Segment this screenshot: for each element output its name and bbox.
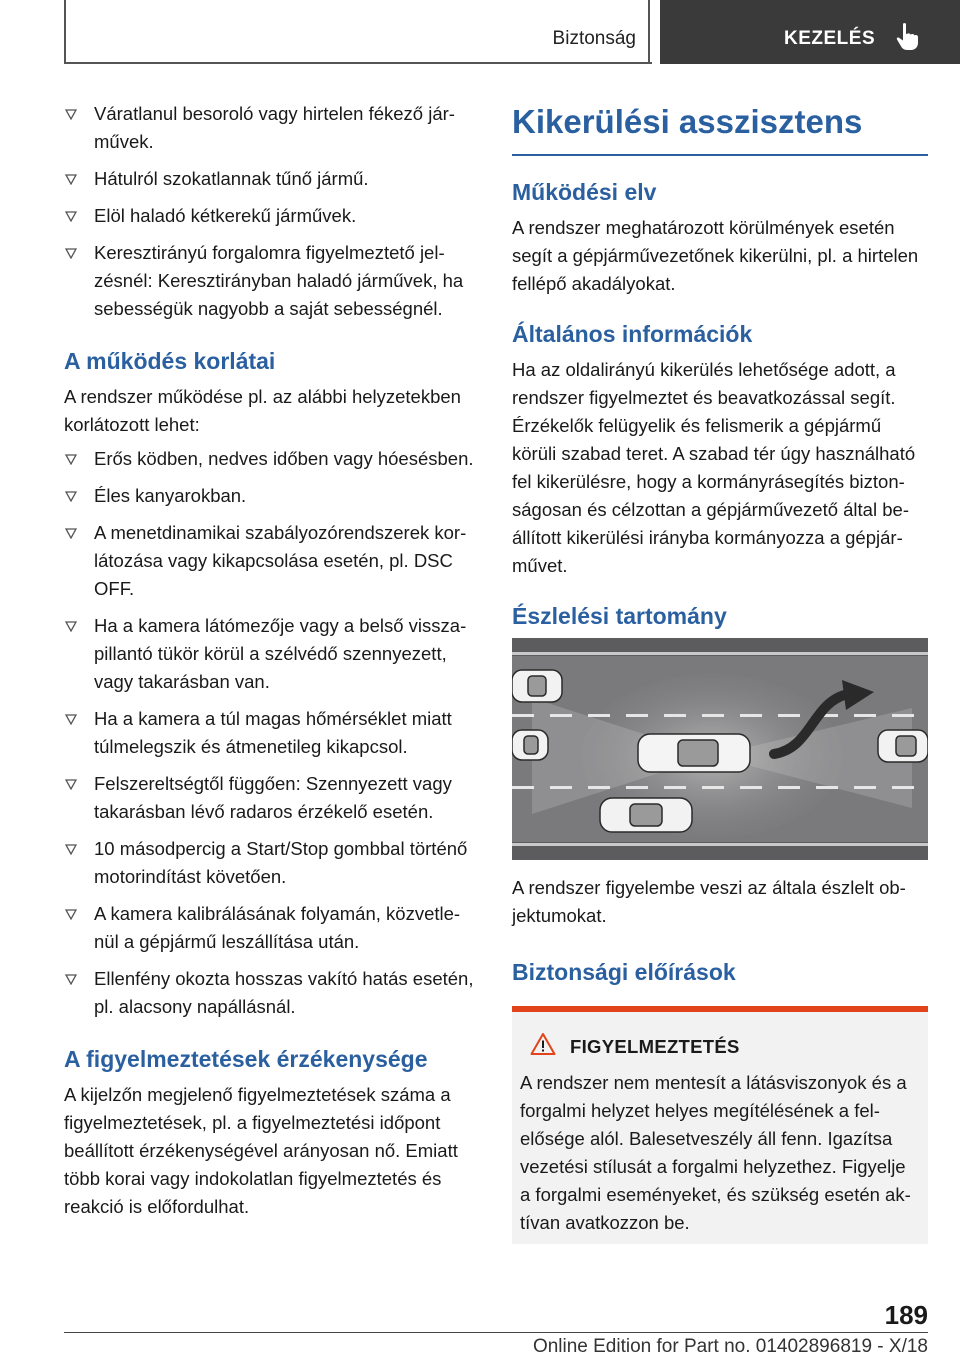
- page-number: 189: [884, 1300, 928, 1330]
- warning-text: A rendszer nem mentesít a látásviszonyok és a forgalmi helyzet helyes megítélésének a felelősége alól. Balesetveszély áll fenn. Igazítsa vezetési stílusát a forgalmi helyzethez. Figyelje a forgalmi eseményeket, és szükség esetén aktívan avatkozzon be.: [520, 1072, 911, 1233]
- list-item: [64, 900, 478, 956]
- sensitivity-text: A kijelzőn megjelenő figyelmeztetések száma a figyelmeztetések, pl. a figyelmeztetési időpont beállított érzékenységével arányosan nő. Emiatt több korai vagy indokolatlan figyelmeztetés és reakció is előfordulhat.: [64, 1084, 458, 1217]
- triangle-bullet-icon: [65, 248, 77, 259]
- limits-intro: A rendszer működése pl. az alábbi helyzetekben korlátozott lehet:: [64, 386, 461, 435]
- figure-caption: A rendszer figyelembe veszi az általa észlelt objektumokat.: [512, 877, 906, 926]
- general-text: Ha az oldalirányú kikerülés lehetősége adott, a rendszer figyelmeztet és beavatkozással segít. Érzékelők felügyelik és felismerik a gépjármű körüli szabad teret. A szabad tér úgy használható fel kikerülésre, hogy a kormányrásegítés biztonságosan és célzottan a gépjárművezető által beállított kikerülési irányba kormányozza a gépjárművet.: [512, 359, 916, 576]
- list-item: [64, 612, 478, 696]
- list-item: [64, 770, 478, 826]
- footer-rule: [64, 1332, 928, 1333]
- list-item: [64, 835, 478, 891]
- list-item: [64, 100, 478, 156]
- list-item-text: Éles kanyarokban.: [94, 485, 247, 506]
- chapter-title: Kikerülési asszisztens: [512, 103, 863, 140]
- header-chapter-label: KEZELÉS: [784, 28, 876, 49]
- triangle-bullet-icon: [65, 974, 77, 985]
- warning-header: [530, 1032, 918, 1061]
- triangle-bullet-icon: [65, 211, 77, 222]
- warning-title: FIGYELMEZTETÉS: [570, 1035, 740, 1057]
- header-rule-bottom: [64, 62, 652, 64]
- bullet-list-limits: [64, 445, 478, 1021]
- triangle-bullet-icon: [65, 174, 77, 185]
- footer-edition: Online Edition for Part no. 01402896819 - X/18: [532, 1336, 928, 1357]
- list-item-text: Váratlanul besoroló vagy hirtelen fékező járművek.: [94, 103, 455, 152]
- list-item: [64, 482, 478, 510]
- list-item-text: Ha a kamera a túl magas hőmérséklet miatt túlmelegszik és átmenetileg kikapcsol.: [94, 708, 452, 757]
- sensitivity-heading: A figyelmeztetések érzékenysége: [64, 1046, 428, 1072]
- general-heading: Általános információk: [512, 321, 753, 347]
- triangle-bullet-icon: [65, 621, 77, 632]
- triangle-bullet-icon: [65, 909, 77, 920]
- triangle-bullet-icon: [65, 844, 77, 855]
- bullet-list-top: [64, 100, 478, 323]
- triangle-bullet-icon: [65, 491, 77, 502]
- list-item: [64, 165, 478, 193]
- header-rule-left: [64, 0, 66, 64]
- list-item: [64, 965, 478, 1021]
- limits-heading: A működés korlátai: [64, 348, 276, 374]
- list-item-text: A menetdinamikai szabályozórendszerek korlátozása vagy kikapcsolása esetén, pl. DSC OFF.: [94, 522, 467, 599]
- detection-range-illustration: [512, 638, 928, 860]
- detection-heading: Észlelési tartomány: [512, 603, 727, 629]
- list-item-text: Elöl haladó kétkerekű járművek.: [94, 205, 357, 226]
- list-item-text: Ellenfény okozta hosszas vakító hatás esetén, pl. alacsony napállásnál.: [94, 968, 474, 1017]
- principle-text: A rendszer meghatározott körülmények esetén segít a gépjárművezetőnek kikerülni, pl. a hirtelen fellépő akadályokat.: [512, 217, 919, 294]
- page-header: [0, 0, 960, 66]
- header-chapter-tab: [660, 0, 960, 64]
- header-rule-right: [648, 0, 650, 64]
- principle-heading: Működési elv: [512, 179, 657, 205]
- list-item: [64, 519, 478, 603]
- left-column: [64, 100, 478, 1227]
- triangle-bullet-icon: [65, 109, 77, 120]
- list-item-text: Felszereltségtől függően: Szennyezett vagy takarásban lévő radaros érzékelő esetén.: [94, 773, 452, 822]
- warning-box: [512, 1006, 928, 1244]
- list-item-text: Hátulról szokatlannak tűnő jármű.: [94, 168, 369, 189]
- list-item: [64, 202, 478, 230]
- list-item: [64, 705, 478, 761]
- triangle-bullet-icon: [65, 714, 77, 725]
- triangle-bullet-icon: [65, 528, 77, 539]
- safety-heading: Biztonsági előírások: [512, 959, 736, 985]
- list-item: [64, 445, 478, 473]
- right-column: [512, 100, 928, 1244]
- triangle-bullet-icon: [65, 779, 77, 790]
- list-item: [64, 239, 478, 323]
- pointing-hand-icon: [894, 22, 920, 52]
- list-item-text: A kamera kalibrálásának folyamán, közvetlenül a gépjármű leszállítása után.: [94, 903, 461, 952]
- list-item-text: Ha a kamera látómezője vagy a belső visszapillantó tükör körül a szélvédő szennyezett, vagy takarásban van.: [94, 615, 467, 692]
- list-item-text: Erős ködben, nedves időben vagy hóesésben.: [94, 448, 474, 469]
- list-item-text: Keresztirányú forgalomra figyelmeztető jelzésnél: Keresztirányban haladó járművek, ha sebességük nagyobb a saját sebességnél.: [94, 242, 464, 319]
- triangle-bullet-icon: [65, 454, 77, 465]
- warning-triangle-icon: [530, 1032, 556, 1061]
- title-rule: [512, 154, 928, 156]
- header-section-title: Biztonság: [552, 28, 636, 49]
- list-item-text: 10 másodpercig a Start/Stop gombbal történő motorindítást követően.: [94, 838, 468, 887]
